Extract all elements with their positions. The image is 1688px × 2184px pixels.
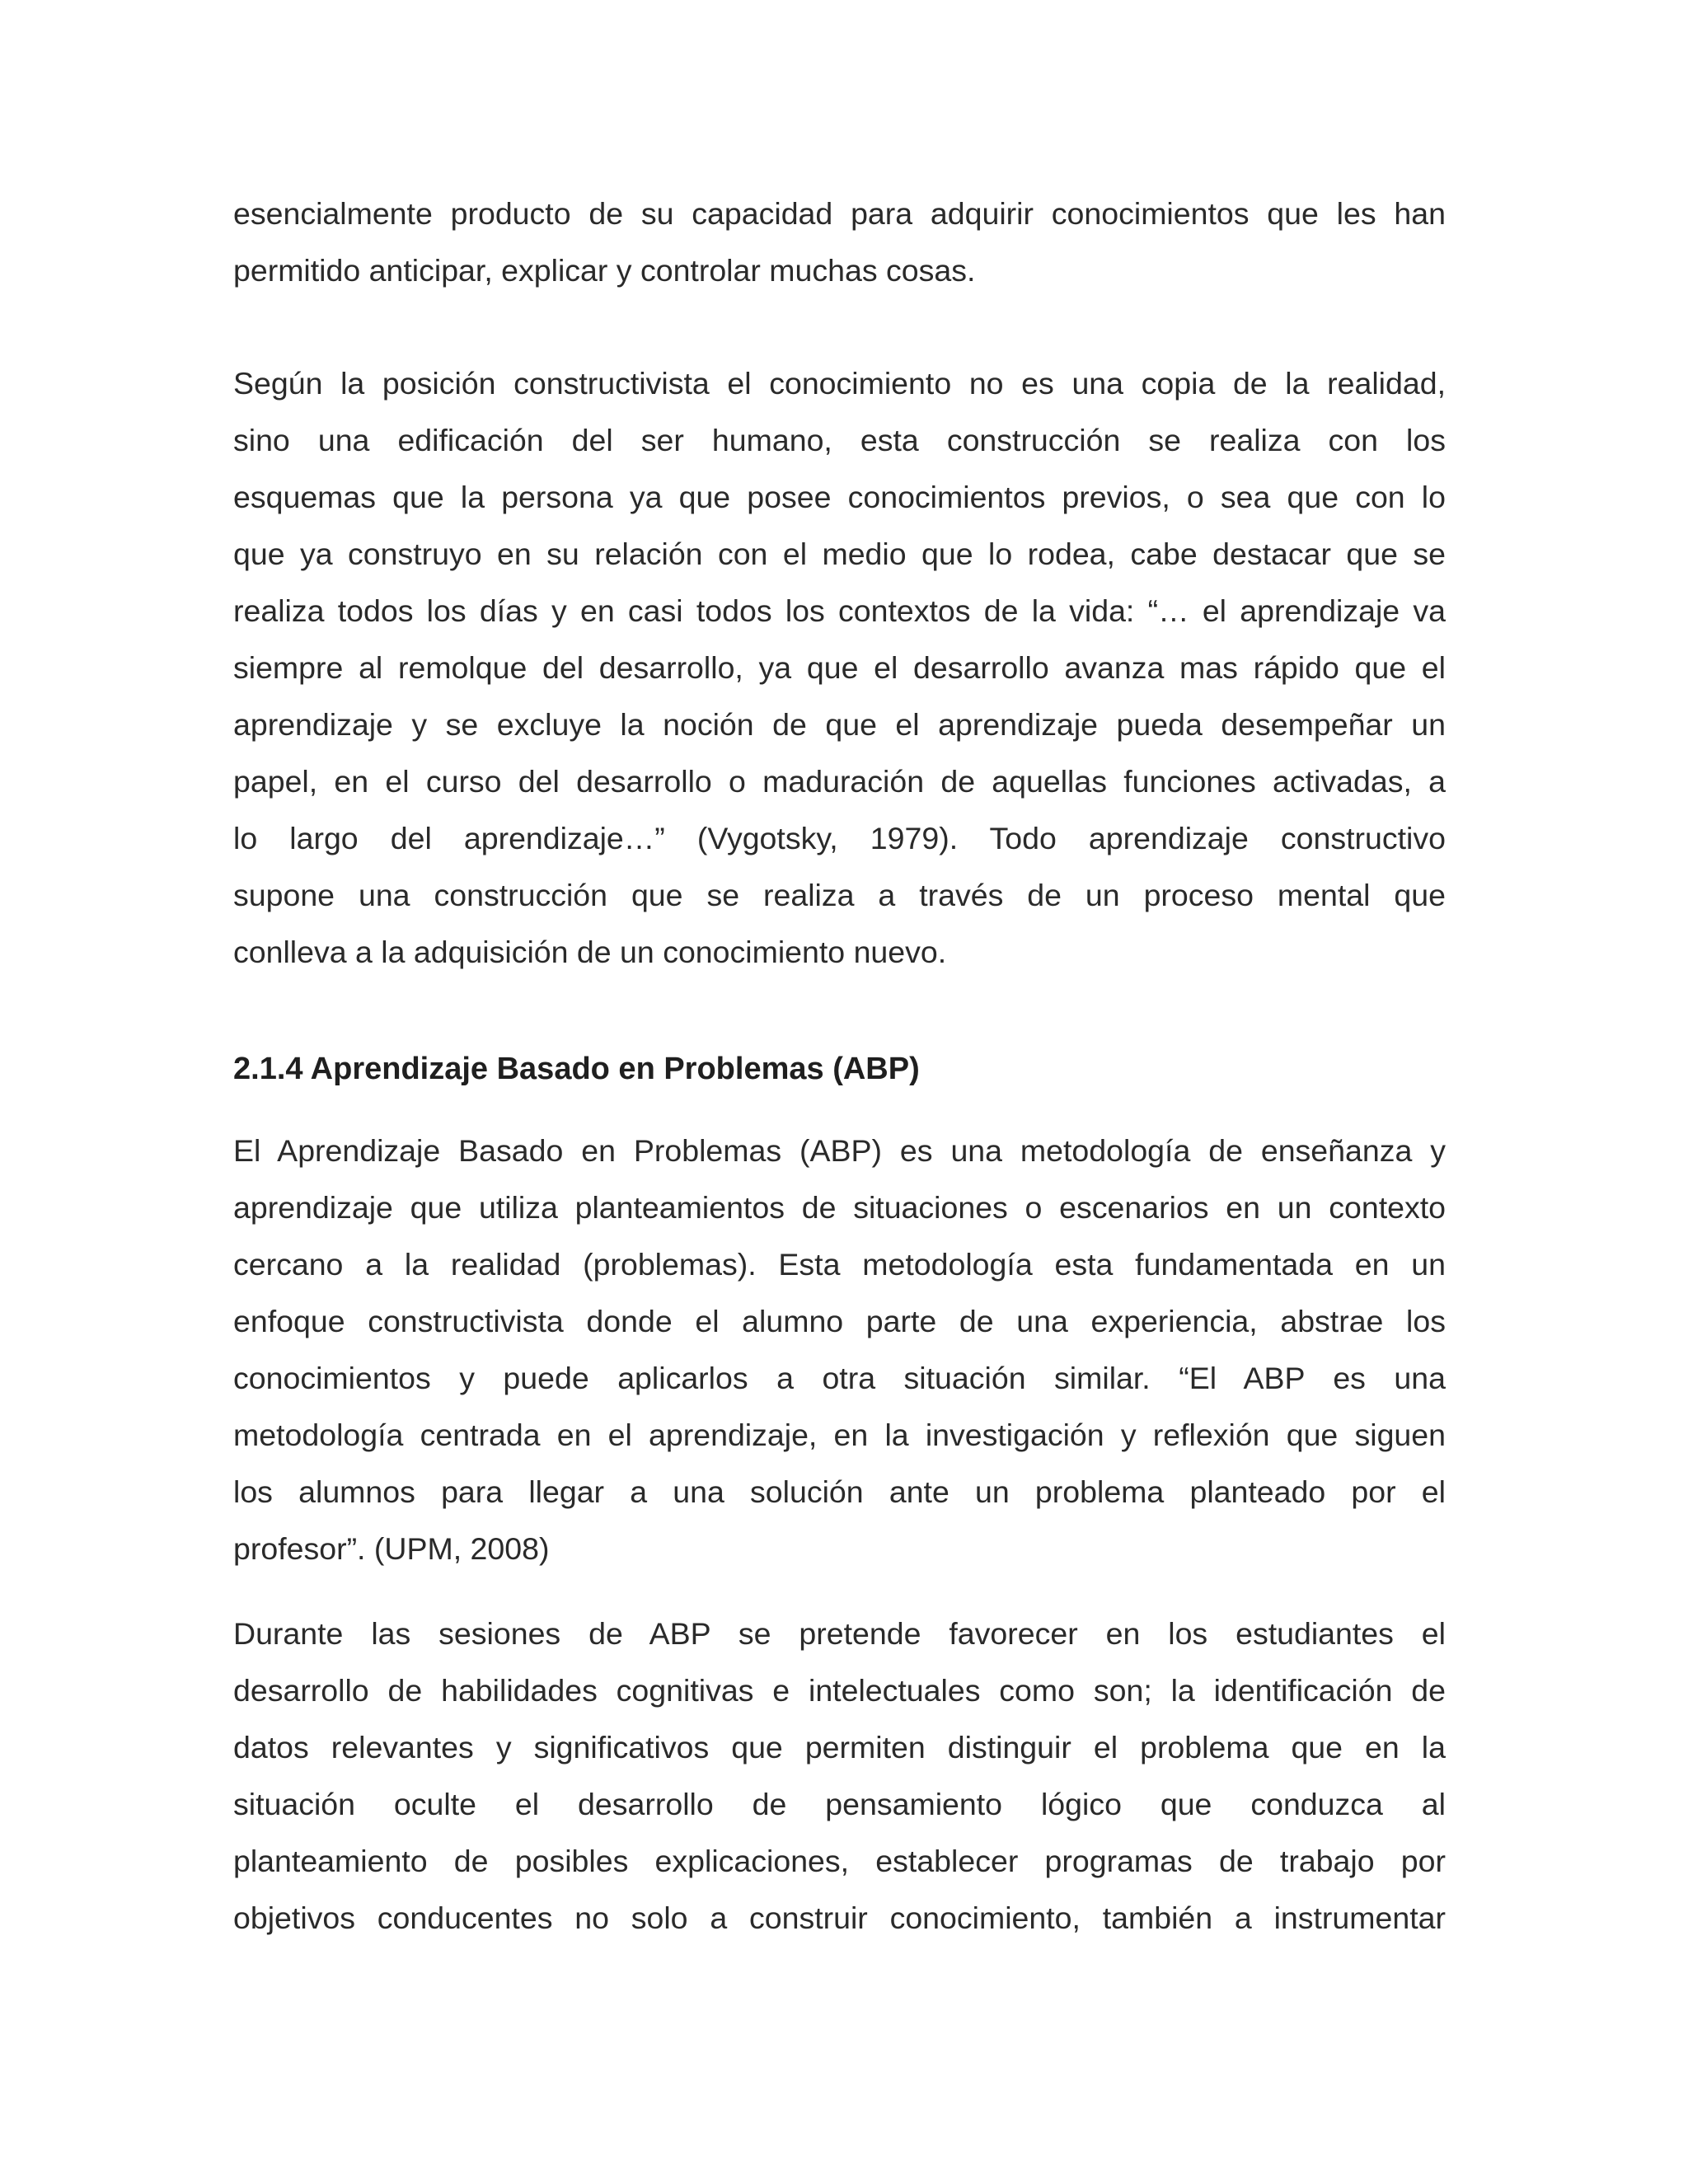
- text-line: permitido anticipar, explicar y controlar muchas cosas.: [233, 253, 976, 288]
- text-line: esencialmente producto de su capacidad para adquirir conocimientos que les han: [233, 196, 1446, 231]
- text-line: conlleva a la adquisición de un conocimiento nuevo.: [233, 935, 947, 969]
- text-line: realiza todos los días y en casi todos los contextos de la vida: “… el aprendizaje va: [233, 593, 1446, 628]
- text-line: aprendizaje que utiliza planteamientos de situaciones o escenarios en un contexto: [233, 1190, 1446, 1225]
- paragraph-abp-sessions: [233, 1605, 1446, 1947]
- text-line: supone una construcción que se realiza a través de un proceso mental que: [233, 878, 1446, 912]
- text-line: aprendizaje y se excluye la noción de que el aprendizaje pueda desempeñar un: [233, 707, 1446, 742]
- text-line: metodología centrada en el aprendizaje, en la investigación y reflexión que siguen: [233, 1418, 1446, 1452]
- text-line: cercano a la realidad (problemas). Esta metodología esta fundamentada en un: [233, 1247, 1446, 1282]
- paragraph-continuation: [233, 185, 1446, 299]
- text-line: objetivos conducentes no solo a construir conocimiento, también a instrumentar: [233, 1900, 1446, 1935]
- text-line: desarrollo de habilidades cognitivas e intelectuales como son; la identificación de: [233, 1673, 1446, 1708]
- paragraph-abp-definition: [233, 1122, 1446, 1577]
- text-line: enfoque constructivista donde el alumno parte de una experiencia, abstrae los: [233, 1304, 1446, 1338]
- text-line: conocimientos y puede aplicarlos a otra situación similar. “El ABP es una: [233, 1361, 1446, 1395]
- section-heading: [233, 1041, 1446, 1098]
- text-line: papel, en el curso del desarrollo o maduración de aquellas funciones activadas, a: [233, 764, 1446, 799]
- text-line: que ya construyo en su relación con el medio que lo rodea, cabe destacar que se: [233, 537, 1446, 571]
- text-line: situación oculte el desarrollo de pensamiento lógico que conduzca al: [233, 1787, 1446, 1821]
- text-line: lo largo del aprendizaje…” (Vygotsky, 1979). Todo aprendizaje constructivo: [233, 821, 1446, 855]
- text-line: siempre al remolque del desarrollo, ya que el desarrollo avanza mas rápido que el: [233, 650, 1446, 685]
- text-line: sino una edificación del ser humano, esta construcción se realiza con los: [233, 423, 1446, 457]
- paragraph-constructivism: [233, 355, 1446, 981]
- text-line: El Aprendizaje Basado en Problemas (ABP) es una metodología de enseñanza y: [233, 1133, 1446, 1168]
- text-line: planteamiento de posibles explicaciones, establecer programas de trabajo por: [233, 1844, 1446, 1878]
- text-line: Durante las sesiones de ABP se pretende favorecer en los estudiantes el: [233, 1616, 1446, 1651]
- text-line: los alumnos para llegar a una solución ante un problema planteado por el: [233, 1474, 1446, 1509]
- section-heading-text: 2.1.4 Aprendizaje Basado en Problemas (ABP): [233, 1052, 920, 1086]
- text-line: esquemas que la persona ya que posee conocimientos previos, o sea que con lo: [233, 480, 1446, 514]
- text-line: datos relevantes y significativos que permiten distinguir el problema que en la: [233, 1730, 1446, 1765]
- text-line: profesor”. (UPM, 2008): [233, 1531, 550, 1566]
- text-line: Según la posición constructivista el conocimiento no es una copia de la realidad,: [233, 366, 1446, 401]
